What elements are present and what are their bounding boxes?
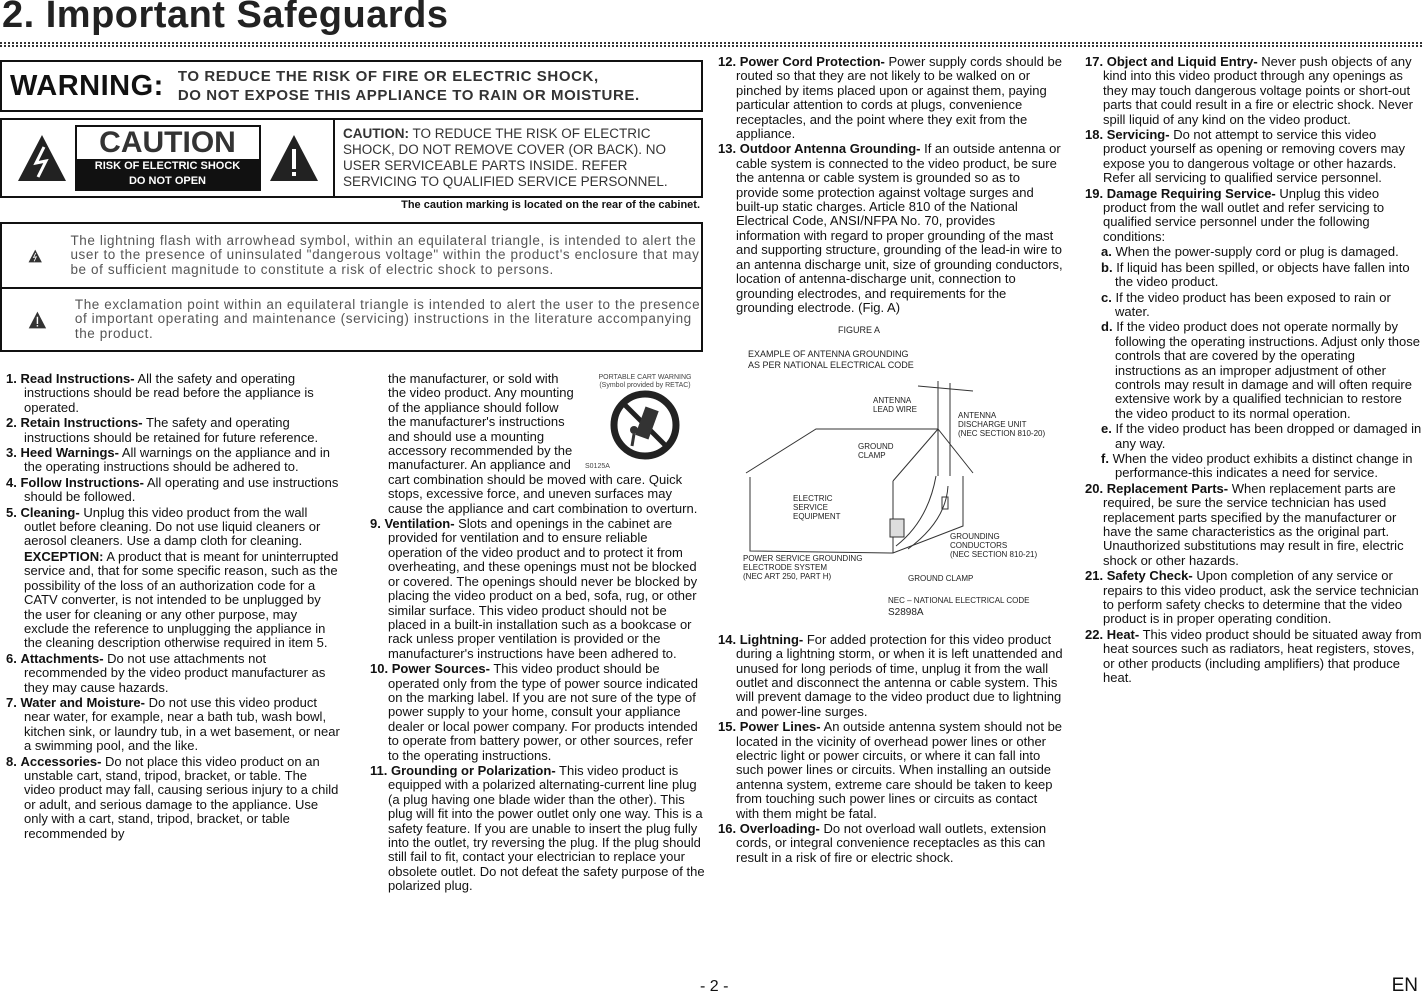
safeguard-item (718, 633, 1063, 719)
item-body: If liquid has been spilled, or objects have fallen into the video product. (1115, 259, 1410, 290)
safeguard-item (1085, 187, 1422, 245)
label-service-1: ELECTRIC (793, 494, 833, 504)
caution-badge-sub1: RISK OF ELECTRIC SHOCK (77, 159, 259, 174)
label-conductors-3: (NEC SECTION 810-21) (950, 550, 1038, 560)
item-number: 5. (6, 504, 17, 520)
cart-tipping-icon (610, 390, 680, 460)
item-number: 4. (6, 474, 17, 490)
item-number: 12. (718, 54, 737, 69)
label-discharge-1: ANTENNA (958, 411, 997, 421)
caution-box (0, 118, 703, 198)
safeguard-item (718, 720, 1063, 821)
item-body: Do not use attachments not recommended by the video product manufacturer as they may cause hazards. (24, 650, 326, 695)
label-antenna-lead-1: ANTENNA (873, 396, 912, 406)
caution-badge-sub2: DO NOT OPEN (77, 174, 259, 189)
item-body: When replacement parts are required, be sure the service technician has used replacement parts specified by the manufacturer or have the same characteristics as the original part. Unauthorized substitutions may result in fire, electric shock or other hazards. (1103, 480, 1404, 568)
item-title: Lightning- (739, 631, 804, 647)
item-body: Do not use this video product near water, for example, near a bath tub, wash bowl, kitchen sink, or laundry tub, in a wet basement, or near a swimming pool, and the like. (24, 694, 340, 754)
item-number: 9. (370, 516, 381, 532)
safeguard-item (6, 446, 340, 475)
item-body: All warnings on the appliance and in the operating instructions should be adhered to. (24, 445, 330, 475)
item-body: Upon completion of any service or repairs to this video product, ask the service technician to perform safety checks to determine that the video product is in proper operating condition. (1103, 568, 1419, 627)
exclamation-row (2, 287, 701, 350)
item-number: 17. (1085, 54, 1104, 69)
safeguard-item (1085, 261, 1422, 290)
caution-badge-title: CAUTION (99, 126, 236, 159)
item-number: a. (1101, 244, 1112, 260)
safeguard-item (370, 372, 705, 516)
label-electrode-3: (NEC ART 250, PART H) (743, 572, 832, 582)
language-code: EN (1391, 975, 1418, 996)
warning-label: WARNING: (10, 69, 164, 102)
antenna-grounding-diagram (738, 321, 1058, 621)
item-body: The safety and operating instructions should be retained for future reference. (24, 415, 319, 445)
item-body: Do not place this video product on an unstable cart, stand, tripod, bracket, or table. The video product may fall, causing serious injury to a child or adult, and serious damage to the appliance. Use only with a cart, stand, tripod, bracket, or table recommended by (24, 753, 339, 841)
safeguard-item (370, 517, 705, 661)
item-title: Object and Liquid Entry- (1106, 54, 1258, 69)
lightning-triangle-icon (28, 236, 42, 276)
cart-warning-title: PORTABLE CART WARNING (598, 374, 692, 381)
item-title: Damage Requiring Service- (1106, 185, 1276, 201)
item-body: This video product is equipped with a polarized alternating-current line plug (a plug having one blade wider than the other). This plug will fit into the power outlet only one way. This is a safety feature. If you are unable to insert the plug fully into the outlet, try reversing the plug. If the plug should still fail to fit, contact your electrician to replace your obsolete outlet. Do not defeat the safety purpose of the polarized plug. (388, 762, 705, 894)
item-body: If the video product does not operate normally by following the operating instructions. Adjust only those controls that are covered by the operating instructions as an improper adjustment of other controls may result in damage and will often require extensive work by a qualified technician to restore the video product to its normal operation. (1115, 319, 1420, 421)
label-conductors-1: GROUNDING (950, 532, 1000, 542)
item-number: 13. (718, 141, 737, 157)
item-number: d. (1101, 319, 1113, 335)
item-number: c. (1101, 289, 1112, 305)
item-body: Never push objects of any kind into this video product through any openings as they may touch dangerous voltage points or short-out parts that could result in a fire or electric shock. Never spill liquid of any kind on the video product. (1103, 54, 1413, 127)
safeguard-item (6, 696, 340, 754)
item-number: 14. (718, 631, 737, 647)
item-body: All the safety and operating instructions should be read before the appliance is operated. (24, 371, 314, 415)
item-body: All operating and use instructions should be followed. (24, 474, 339, 505)
figure-code: S2898A (888, 607, 924, 619)
item-body: the manufacturer, or sold with the video product. Any mounting of the appliance should follow the manufacturer's instructions and should use a mounting accessory recommended by the manufacturer. An appliance and cart combination should be moved with care. Quick stops, excessive force, and uneven surfaces may cause the appliance and cart combination to overturn. (388, 371, 698, 516)
safeguard-item (370, 764, 705, 894)
cart-code: S0125A (585, 463, 610, 470)
item-body: If an outside antenna or cable system is connected to the video product, be sure the antenna or cable system is grounded so as to provide some protection against voltage surges and built-up static charges. Article 810 of the National Electrical Code, ANSI/NFPA No. 70, provides information with regard to proper grounding of the mast and supporting structure, grounding of the lead-in wire to an antenna discharge unit, size of grounding conductors, location of antenna-discharge unit, connection to grounding electrodes, and requirements for the grounding electrode. (Fig. A) (736, 141, 1063, 315)
item-title: EXCEPTION: (24, 548, 104, 564)
safeguard-item (1085, 320, 1422, 421)
item-title: Accessories- (20, 753, 102, 769)
safeguard-item (1085, 452, 1422, 481)
item-title: Power Lines- (739, 719, 821, 735)
column-2 (370, 372, 705, 895)
item-title: Follow Instructions- (20, 474, 144, 490)
caution-symbols (2, 120, 335, 196)
caution-badge (75, 125, 261, 191)
label-electrode-2: ELECTRODE SYSTEM (743, 563, 828, 573)
item-body: For added protection for this video product during a lightning storm, or when it is left unattended and unused for long periods of time, unplug it from the wall outlet and disconnect the antenna or cable system. This will prevent damage to the video product due to lightning and power-line surges. (736, 631, 1063, 719)
lightning-row (2, 224, 701, 287)
item-body: Do not overload wall outlets, extension cords, or integral convenience receptacles as this can result in a risk of fire or electric shock. (736, 821, 1047, 865)
item-title: Cleaning- (20, 504, 80, 520)
warning-line-1: TO REDUCE THE RISK OF FIRE OR ELECTRIC SHOCK, (177, 68, 599, 85)
figure-caption-2: AS PER NATIONAL ELECTRICAL CODE (748, 360, 914, 371)
figure-a (738, 321, 1058, 624)
item-body: This video product should be situated away from heat sources such as radiators, heat registers, stoves, or other products (including amplifiers) that produce heat. (1103, 626, 1422, 686)
item-title: Servicing- (1106, 127, 1170, 143)
title-divider (0, 42, 1422, 47)
caution-note: The caution marking is located on the rear of the cabinet. (401, 199, 700, 211)
item-body: This video product should be operated only from the type of power source indicated on the marking label. If you are not sure of the type of power supply to your home, consult your appliance dealer or local power company. For products intended to operate from battery power, or other sources, refer to the operating instructions. (388, 661, 699, 763)
safeguard-item (1085, 55, 1422, 127)
item-title: Safety Check- (1106, 568, 1193, 584)
item-number: 10. (370, 661, 389, 677)
safeguard-item (1085, 569, 1422, 627)
cart-warning-sub: (Symbol provided by RETAC) (599, 382, 691, 389)
item-title: Water and Moisture- (20, 694, 145, 710)
exclamation-triangle-icon (28, 300, 47, 340)
safeguard-item (6, 416, 340, 445)
caution-label: CAUTION: (343, 126, 409, 141)
item-body: If the video product has been dropped or damaged in any way. (1115, 421, 1422, 451)
item-title: Grounding or Polarization- (390, 762, 556, 778)
warning-text (178, 67, 640, 105)
item-body: Power supply cords should be routed so that they are not likely to be walked on or pinched by items placed upon or against them, paying particular attention to cords at plugs, convenience receptacles, and the point where they exit from the appliance. (736, 54, 1062, 142)
item-number: 6. (6, 650, 17, 666)
label-nec: NEC – NATIONAL ELECTRICAL CODE (888, 596, 1030, 606)
item-title: Heat- (1106, 626, 1140, 642)
item-body: Do not attempt to service this video product yourself as opening or removing covers may expose you to dangerous voltage or other hazards. Refer all servicing to qualified service personnel. (1103, 127, 1406, 186)
label-ground-clamp-1: GROUND (858, 442, 894, 452)
safeguard-item (6, 550, 340, 651)
item-title: Overloading- (739, 821, 820, 836)
exclamation-explanation: The exclamation point within an equilateral triangle is intended to alert the user to the presence of important operating and maintenance (servicing) instructions in the literature accompanying the product. (74, 296, 701, 341)
item-title: Heed Warnings- (20, 445, 119, 461)
item-title: Replacement Parts- (1106, 480, 1229, 496)
item-body: Unplug this video product from the wall outlet before cleaning. Do not use liquid cleaners or aerosol cleaners. Use a damp cloth for cleaning. (24, 504, 321, 549)
label-discharge-2: DISCHARGE UNIT (958, 420, 1027, 430)
item-title: Power Sources- (391, 661, 490, 677)
safeguard-item (718, 55, 1063, 141)
safeguard-item (370, 662, 705, 763)
column-1 (6, 372, 340, 842)
label-conductors-2: CONDUCTORS (950, 541, 1008, 551)
item-number: f. (1101, 450, 1109, 466)
page-title: 2. Important Safeguards (2, 0, 449, 36)
item-body: When the power-supply cord or plug is damaged. (1115, 244, 1399, 260)
item-number: 1. (6, 371, 17, 386)
item-title: Retain Instructions- (20, 415, 143, 431)
item-title: Power Cord Protection- (739, 54, 885, 69)
item-number: b. (1101, 259, 1113, 275)
figure-caption-1: EXAMPLE OF ANTENNA GROUNDING (748, 349, 909, 360)
safeguard-item (6, 506, 340, 549)
safeguard-item (6, 372, 340, 415)
item-number: 15. (718, 719, 737, 735)
figure-title: FIGURE A (838, 325, 881, 336)
label-ground-clamp-bottom: GROUND CLAMP (908, 574, 974, 584)
item-body: When the video product exhibits a distinct change in performance-this indicates a need for service. (1112, 450, 1413, 481)
item-body: A product that is meant for uninterrupted service and, that for some specific reason, such as the possibility of the loss of an authorization code for a CATV converter, is not intended to be unplugged by the user for cleaning or any other purpose, may exclude the reference to unplugging the appliance in the cleaning description otherwise required in item 5. (24, 548, 339, 651)
safeguard-item (718, 822, 1063, 865)
label-service-2: SERVICE (793, 503, 828, 513)
warning-box (0, 60, 703, 112)
item-body: An outside antenna system should not be located in the vicinity of overhead power lines or other electric light or power circuits, or where it can fall into such power lines or circuits. When installing an outside antenna system, extreme care should be taken to keep from touching such power lines or circuits as contact with them might be fatal. (736, 719, 1063, 821)
item-body: Slots and openings in the cabinet are provided for ventilation and to ensure reliable operation of the video product and to protect it from overheating, and these openings must not be blocked or covered. The openings should never be blocked by placing the video product on a bed, sofa, rug, or other similar surface. This video product should not be placed in a built-in installation such as a bookcase or rack unless proper ventilation is provided or the manufacturer's instructions have been adhered to. (388, 516, 698, 661)
item-number: 18. (1085, 127, 1104, 143)
safeguard-item (6, 652, 340, 695)
safeguard-item (1085, 291, 1422, 320)
item-title: Ventilation- (384, 516, 455, 532)
label-electrode-1: POWER SERVICE GROUNDING (743, 554, 863, 564)
label-service-3: EQUIPMENT (793, 512, 841, 522)
caution-body: TO REDUCE THE RISK OF ELECTRIC SHOCK, DO NOT REMOVE COVER (OR BACK). NO USER SERVICEABLE PARTS INSIDE. REFER SERVICING TO QUALIFIED SERVICE PERSONNEL. (343, 126, 668, 189)
safeguard-item (1085, 245, 1422, 259)
item-number: 20. (1085, 480, 1104, 496)
safeguard-item (1085, 482, 1422, 568)
label-discharge-3: (NEC SECTION 810-20) (958, 429, 1046, 439)
safeguard-item (1085, 422, 1422, 451)
exclamation-triangle-icon (268, 133, 320, 183)
item-number: 21. (1085, 568, 1104, 584)
item-title: Attachments- (20, 650, 104, 666)
safeguard-item (6, 476, 340, 505)
column-4 (1085, 55, 1422, 686)
item-body: If the video product has been exposed to rain or water. (1115, 289, 1391, 319)
lightning-explanation: The lightning flash with arrowhead symbol, within an equilateral triangle, is intended to alert the user to the presence of uninsulated "dangerous voltage" within the product's enclosure that may be of sufficient magnitude to constitute a risk of electric shock to persons. (70, 232, 700, 277)
safeguard-item (1085, 128, 1422, 186)
item-number: e. (1101, 421, 1112, 437)
column-3 (718, 55, 1063, 866)
label-antenna-lead-2: LEAD WIRE (873, 405, 918, 415)
lightning-triangle-icon (16, 133, 68, 183)
item-number: 16. (718, 821, 737, 836)
caution-text (335, 120, 701, 196)
item-number: 22. (1085, 626, 1104, 642)
item-title: Outdoor Antenna Grounding- (739, 141, 921, 157)
item-number: 8. (6, 753, 17, 769)
item-number: 2. (6, 415, 17, 431)
item-number: 7. (6, 694, 17, 710)
safeguard-item (6, 755, 340, 841)
label-ground-clamp-2: CLAMP (858, 451, 886, 461)
item-title: Read Instructions- (20, 371, 135, 386)
safeguard-item (718, 142, 1063, 315)
portable-cart-warning (585, 374, 705, 471)
symbol-explanations (0, 222, 703, 352)
page-number: - 2 - (700, 978, 729, 995)
item-number: 3. (6, 445, 17, 461)
warning-line-2: DO NOT EXPOSE THIS APPLIANCE TO RAIN OR MOISTURE. (177, 87, 640, 104)
item-number: 19. (1085, 185, 1104, 201)
item-body: Unplug this video product from the wall outlet and refer servicing to qualified service personnel under the following conditions: (1103, 185, 1385, 244)
item-number: 11. (370, 762, 388, 778)
safeguard-item (1085, 628, 1422, 686)
